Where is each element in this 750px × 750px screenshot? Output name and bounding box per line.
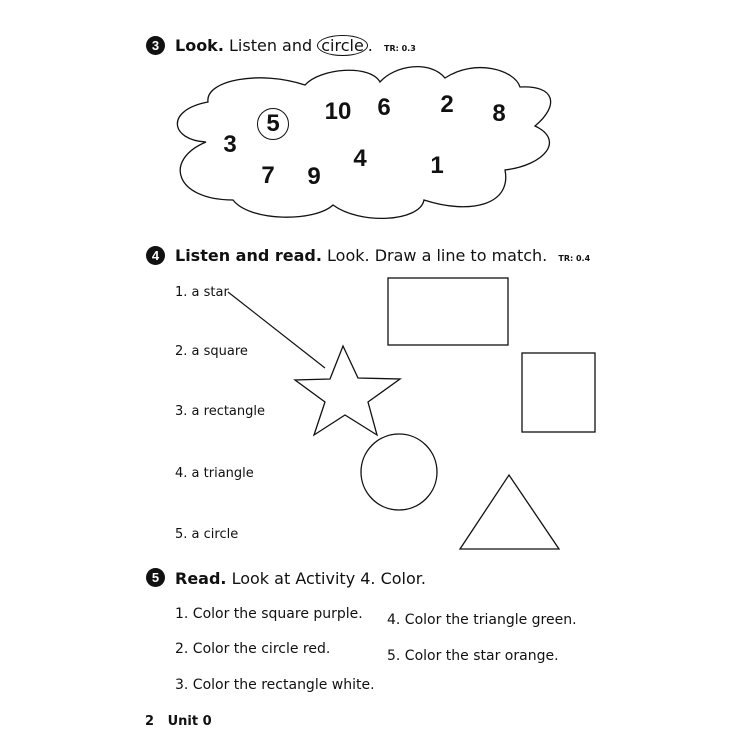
- activity-4-heading: [175, 246, 590, 265]
- rectangle-shape: [388, 278, 508, 345]
- page-footer: [145, 714, 212, 729]
- star-shape: [295, 346, 400, 435]
- circled-word: circle: [317, 35, 368, 56]
- number-1[interactable]: 1: [430, 152, 444, 179]
- match-item-rectangle: 3. a rectangle: [175, 404, 266, 419]
- track-label: TR: 0.4: [558, 254, 591, 263]
- number-8[interactable]: 8: [492, 100, 506, 127]
- page-number: 2: [145, 714, 155, 729]
- square-shape: [522, 353, 595, 432]
- activity-3-badge: 3: [146, 36, 165, 55]
- number-9[interactable]: 9: [307, 163, 321, 190]
- heading-bold: Look.: [175, 36, 224, 55]
- match-item-square: 2. a square: [175, 344, 248, 359]
- heading-bold: Read.: [175, 569, 227, 588]
- heading-text: Listen and: [229, 36, 313, 55]
- activity-3-heading: [175, 36, 416, 55]
- number-2[interactable]: 2: [440, 91, 454, 118]
- unit-label: Unit 0: [167, 714, 212, 729]
- color-item-3: 3. Color the rectangle white.: [175, 677, 375, 693]
- heading-text: Look. Draw a line to match.: [327, 246, 548, 265]
- activity-5-badge: 5: [146, 568, 165, 587]
- activity-5-heading: [175, 569, 426, 588]
- heading-period: .: [367, 36, 373, 55]
- color-item-5: 5. Color the star orange.: [387, 648, 559, 664]
- activity-4-badge: 4: [146, 246, 165, 265]
- circle-shape: [361, 434, 437, 510]
- number-7[interactable]: 7: [261, 162, 275, 189]
- heading-text: Look at Activity 4. Color.: [231, 569, 426, 588]
- match-item-triangle: 4. a triangle: [175, 466, 254, 481]
- number-10[interactable]: 10: [324, 98, 352, 125]
- color-item-4: 4. Color the triangle green.: [387, 612, 577, 628]
- match-item-star: 1. a star: [175, 285, 229, 300]
- number-5-circled[interactable]: 5: [257, 108, 289, 140]
- color-item-1: 1. Color the square purple.: [175, 606, 363, 622]
- heading-bold: Listen and read.: [175, 246, 322, 265]
- number-3[interactable]: 3: [223, 131, 237, 158]
- track-label: TR: 0.3: [383, 44, 416, 53]
- triangle-shape: [460, 475, 559, 549]
- match-item-circle: 5. a circle: [175, 527, 239, 542]
- color-item-2: 2. Color the circle red.: [175, 641, 331, 657]
- number-6[interactable]: 6: [377, 94, 391, 121]
- number-4[interactable]: 4: [353, 145, 367, 172]
